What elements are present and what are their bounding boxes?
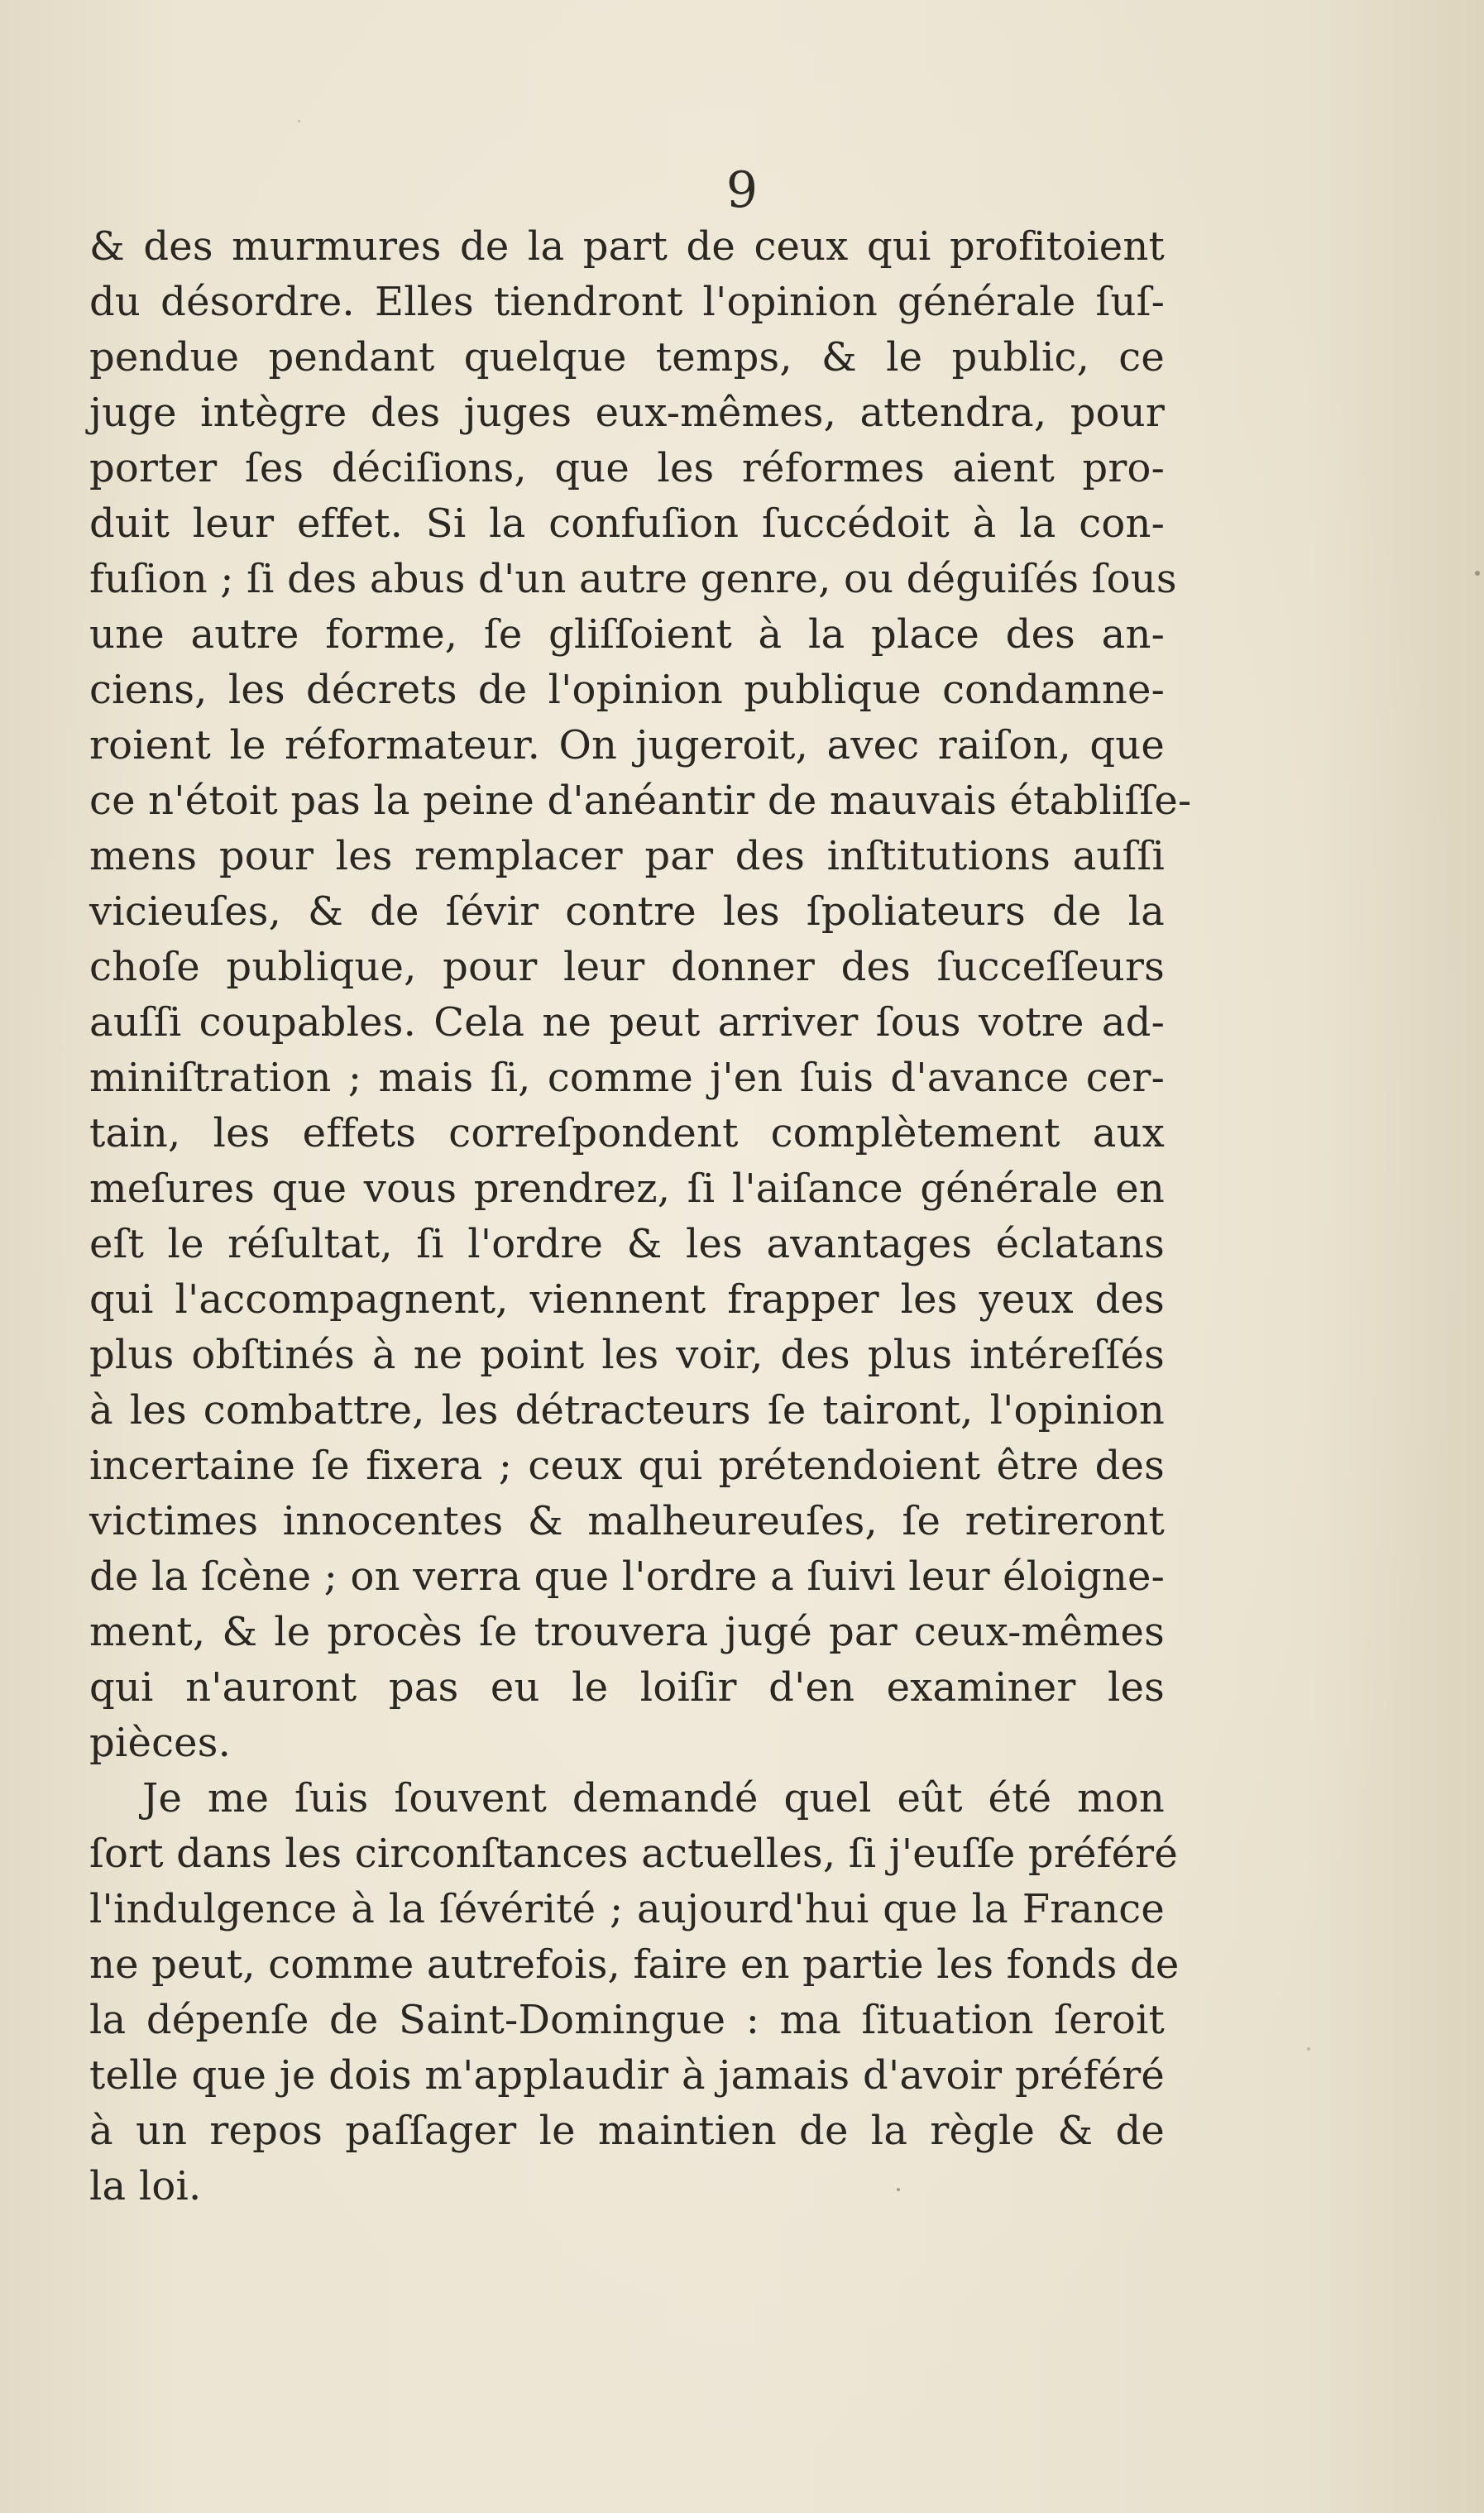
text-line: à un repos paſſager le maintien de la règle & de [89,2108,1165,2154]
paper-speck [1307,2047,1310,2051]
paper-speck [298,120,300,122]
text-line: auſſi coupables. Cela ne peut arriver ſous votre ad- [89,999,1165,1046]
text-line: qui n'auront pas eu le loiſir d'en examiner les [89,1664,1165,1711]
text-line: à les combattre, les détracteurs ſe tairont, l'opinion [89,1387,1165,1434]
text-line: eſt le réſultat, ſi l'ordre & les avantages éclatans [89,1221,1165,1267]
text-line: pièces. [89,1720,232,1766]
text-line: duit leur effet. Si la confuſion ſuccédoit à la con- [89,500,1165,547]
text-line: du désordre. Elles tiendront l'opinion générale ſuſ- [89,279,1165,325]
text-line: l'indulgence à la ſévérité ; aujourd'hui que la France [89,1886,1165,1932]
text-line: la dépenſe de Saint-Domingue : ma ſituation ſeroit [89,1997,1165,2043]
text-line: meſures que vous prendrez, ſi l'aiſance générale en [89,1166,1165,1212]
text-line: porter ſes déciſions, que les réformes aient pro- [89,445,1165,491]
text-line: qui l'accompagnent, viennent frapper les yeux des [89,1276,1165,1323]
page-number: 9 [725,161,759,219]
text-line: ne peut, comme autrefois, faire en partie les fonds de [89,1941,1180,1988]
text-line: juge intègre des juges eux-mêmes, attendra, pour [89,390,1165,436]
text-line: de la ſcène ; on verra que l'ordre a ſuivi leur éloigne- [89,1553,1166,1600]
text-line: ſort dans les circonſtances actuelles, ſi j'euſſe préféré [89,1831,1178,1877]
text-line: la loi. [89,2163,202,2209]
text-line: ciens, les décrets de l'opinion publique condamne- [89,667,1165,713]
text-line: miniſtration ; mais ſi, comme j'en ſuis d'avance cer- [89,1055,1165,1101]
text-line: & des murmures de la part de ceux qui profitoient [89,223,1165,270]
text-line: telle que je dois m'applaudir à jamais d'avoir préféré [89,2052,1165,2099]
text-line: ment, & le procès ſe trouvera jugé par ceux-mêmes [89,1609,1165,1655]
text-line: roient le réformateur. On jugeroit, avec raiſon, que [89,722,1165,768]
text-line: victimes innocentes & malheureuſes, ſe retireront [89,1498,1165,1544]
text-line: ce n'étoit pas la peine d'anéantir de mauvais établiſſe- [89,778,1192,824]
text-line: plus obſtinés à ne point les voir, des plus intéreſſés [89,1332,1165,1378]
paper-speck [897,2188,900,2191]
text-line: Je me ſuis ſouvent demandé quel eût été mon [142,1775,1165,1821]
body-text [89,219,1192,2214]
text-line: vicieuſes, & de ſévir contre les ſpoliateurs de la [89,888,1165,935]
text-line: tain, les effets correſpondent complètement aux [89,1110,1165,1156]
text-line: fuſion ; ſi des abus d'un autre genre, ou déguiſés ſous [89,556,1177,602]
paper-speck [1475,571,1480,576]
text-line: incertaine ſe fixera ; ceux qui prétendoient être des [89,1443,1165,1489]
text-line: mens pour les remplacer par des inſtitutions auſſi [89,833,1165,879]
text-line: pendue pendant quelque temps, & le public, ce [89,334,1165,381]
text-line: une autre forme, ſe gliſſoient à la place des an- [89,611,1165,658]
text-line: choſe publique, pour leur donner des ſucceſſeurs [89,944,1165,990]
